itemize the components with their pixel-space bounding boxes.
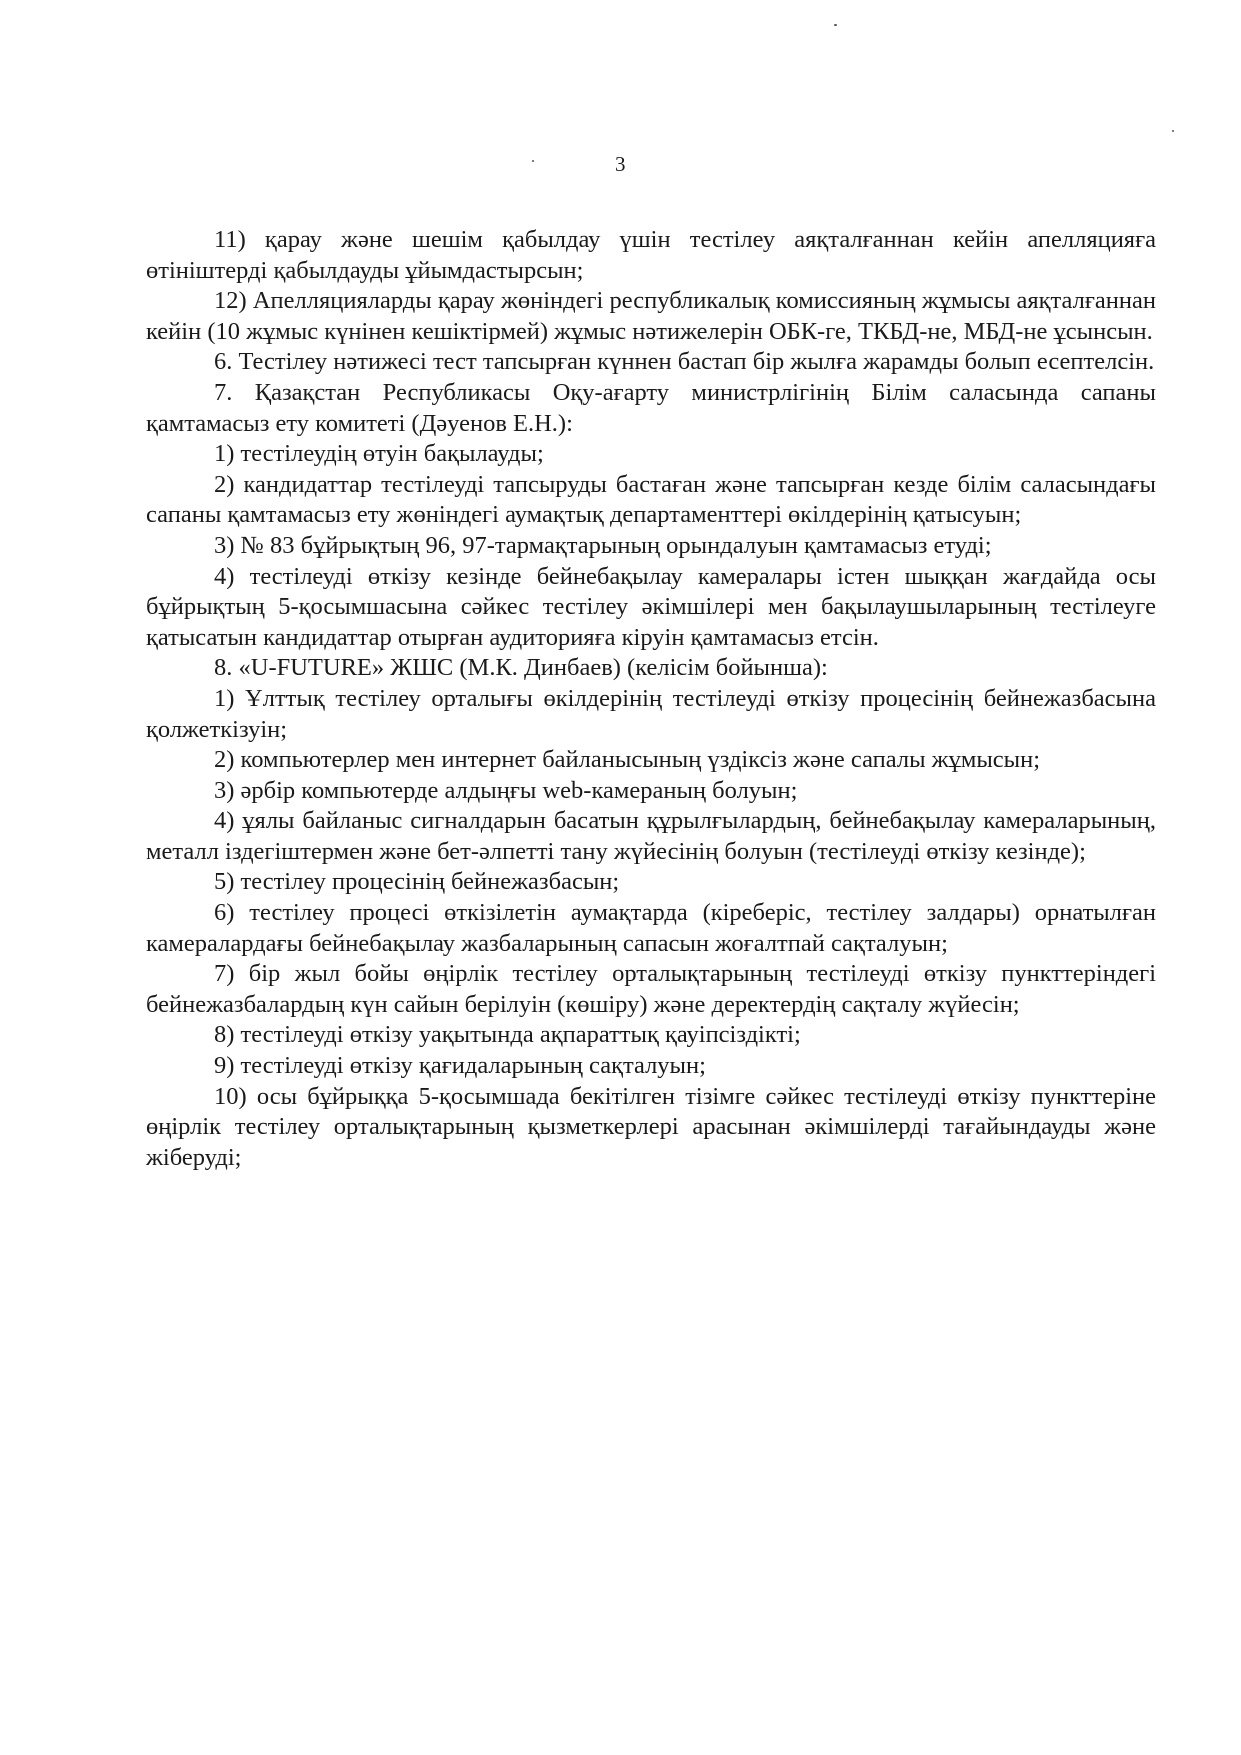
scan-speck — [1172, 130, 1174, 132]
paragraph-clause-7-item-2: 2) кандидаттар тестілеуді тапсыруды бастаған және тапсырған кезде білім саласындағы сапаны қамтамасыз ету жөніндегі аумақтық департаменттері өкілдерінің қатысуын; — [146, 470, 1156, 529]
paragraph-clause-8-item-2: 2) компьютерлер мен интернет байланысының үздіксіз және сапалы жұмысын; — [214, 746, 1041, 774]
paragraph-clause-7-item-3: 3) № 83 бұйрықтың 96, 97-тармақтарының орындалуын қамтамасыз етуді; — [214, 531, 992, 559]
paragraph-clause-8-item-4: 4) ұялы байланыс сигналдарын басатын құрылғылардың, бейнебақылау камераларының, металл іздегіштермен және бет-әлпетті тану жүйесінің болуын (тестілеуді өткізу кезінде); — [146, 807, 1156, 865]
paragraph-clause-8-item-7: 7) бір жыл бойы өңірлік тестілеу орталықтарының тестілеуді өткізу пункттеріндегі бейнежазбалардың күн сайын берілуін (көшіру) және деректердің сақталу жүйесін; — [146, 960, 1156, 1018]
page-number: 3 — [615, 152, 626, 176]
paragraph-clause-7: 7. Қазақстан Республикасы Оқу-ағарту министрлігінің Білім саласында сапаны қамтамасыз ету комитеті (Дәуенов Е.Н.): — [146, 378, 1156, 437]
paragraph-clause-8-item-10: 10) осы бұйрыққа 5-қосымшада бекітілген тізімге сәйкес тестілеуді өткізу пункттеріне өңірлік тестілеу орталықтарының қызметкерлері арасынан әкімшілерді тағайындауды және жіберуді; — [146, 1082, 1156, 1171]
paragraph-clause-8-item-5: 5) тестілеу процесінің бейнежазбасын; — [214, 868, 620, 896]
paragraph-clause-8-item-3: 3) әрбір компьютерде алдыңғы web-камераның болуын; — [214, 776, 798, 804]
paragraph-clause-8-item-9: 9) тестілеуді өткізу қағидаларының сақталуын; — [214, 1052, 706, 1080]
paragraph-item-11: 11) қарау және шешім қабылдау үшін тестілеу аяқталғаннан кейін апелляцияға өтініштерді қабылдауды ұйымдастырсын; — [146, 226, 1156, 284]
paragraph-clause-8: 8. «U-FUTURE» ЖШС (М.К. Динбаев) (келісім бойынша): — [214, 654, 828, 682]
paragraph-item-12: 12) Апелляцияларды қарау жөніндегі республикалық комиссияның жұмысы аяқталғаннан кейін (10 жұмыс күнінен кешіктірмей) жұмыс нәтижелерін ОБК-ге, ТКБД-не, МБД-не ұсынсын. — [146, 287, 1156, 345]
paragraph-clause-7-item-1: 1) тестілеудің өтуін бақылауды; — [214, 440, 544, 468]
paragraph-clause-8-item-8: 8) тестілеуді өткізу уақытында ақпараттық қауіпсіздікті; — [214, 1021, 801, 1049]
document-body — [146, 225, 1156, 1173]
scan-speck — [532, 160, 534, 162]
paragraph-clause-8-item-1: 1) Ұлттық тестілеу орталығы өкілдерінің тестілеуді өткізу процесінің бейнежазбасына қолжеткізуін; — [146, 684, 1156, 743]
paragraph-clause-7-item-4: 4) тестілеуді өткізу кезінде бейнебақылау камералары істен шыққан жағдайда осы бұйрықтың 5-қосымшасына сәйкес тестілеу әкімшілері мен бақылаушыларының тестілеуге қатысатын кандидаттар отырған аудиторияға кіруін қамтамасыз етсін. — [146, 562, 1156, 651]
paragraph-clause-8-item-6: 6) тестілеу процесі өткізілетін аумақтарда (кіреберіс, тестілеу залдары) орнатылған камералардағы бейнебақылау жазбаларының сапасын жоғалтпай сақталуын; — [146, 899, 1156, 957]
scan-speck — [834, 24, 837, 26]
paragraph-clause-6: 6. Тестілеу нәтижесі тест тапсырған күннен бастап бір жылға жарамды болып есептелсін. — [214, 348, 1155, 376]
